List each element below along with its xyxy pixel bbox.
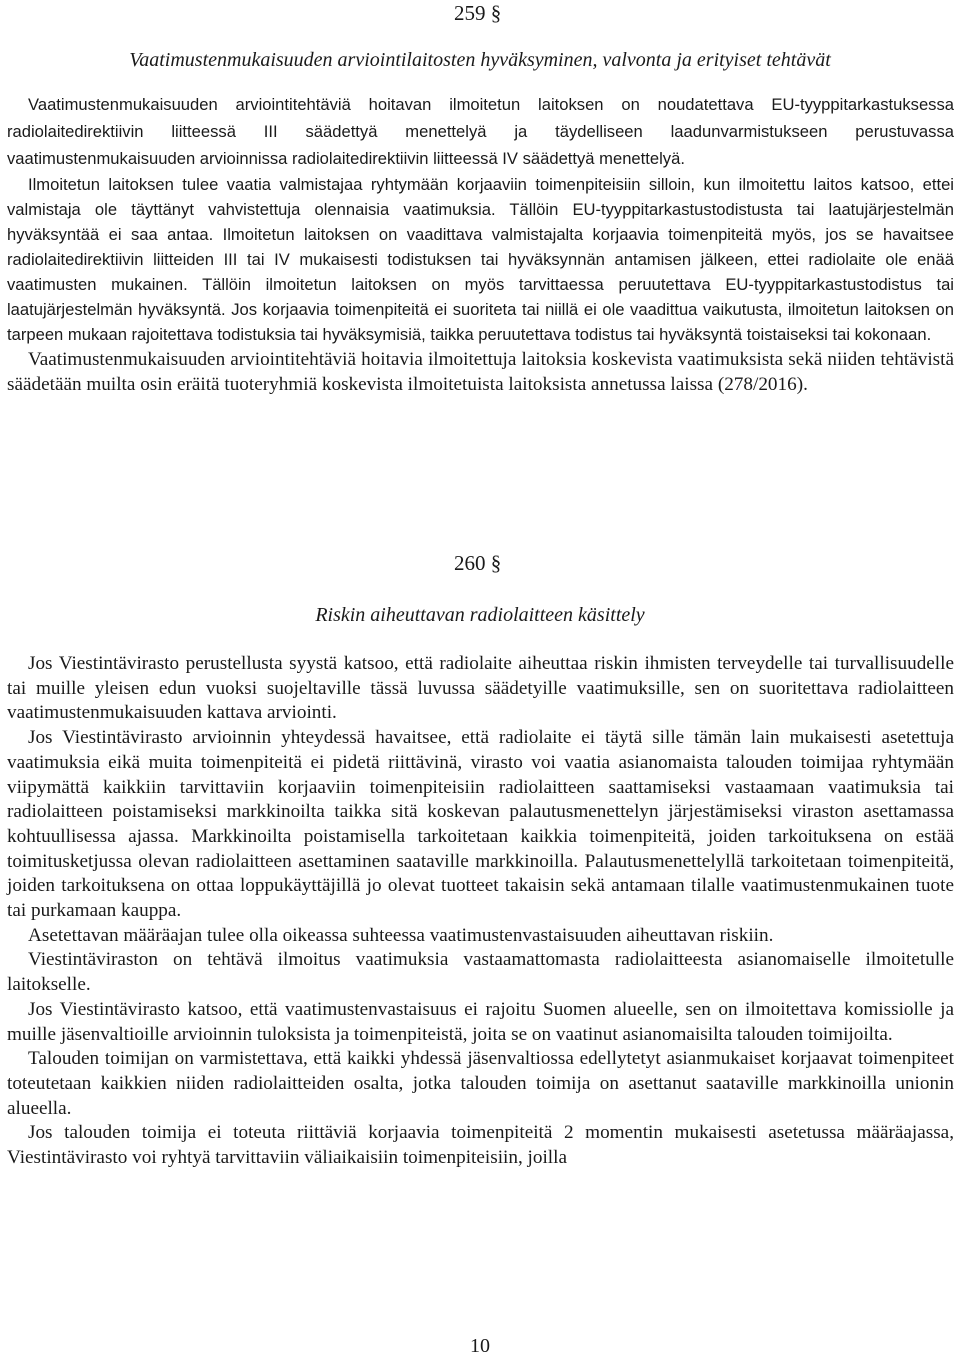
paragraph: Vaatimustenmukaisuuden arviointitehtäviä hoitavan ilmoitetun laitoksen on noudatettava EU-tyyppitarkastuksessa radiolaitedirektiivin liitteessä III säädettyä menettelyä ja täydelliseen laadunvarmistukseen perustuvassa vaatimustenmukaisuuden arvioinnissa radiolaitedirektiivin liitteessä IV säädettyä menettelyä. [7,95,954,168]
section-title: Riskin aiheuttavan radiolaitteen käsittely [315,604,645,626]
section-title: Vaatimustenmukaisuuden arviointilaitosten hyväksyminen, valvonta ja erityiset tehtävät [129,49,831,71]
paragraph: Jos Viestintävirasto perustellusta syystä katsoo, että radiolaite aiheuttaa riskin ihmisten terveydelle tai turvallisuudelle tai muille yleisen edun vuoksi suojeltaville tässä luvussa säädetyille vaatimuksille, sen on suoritettava radiolaitteen vaatimustenmukaisuuden kattava arviointi. [7,653,954,724]
paragraph: Jos talouden toimija ei toteuta riittäviä korjaavia toimenpiteitä 2 momentin mukaisesti asetetussa määräajassa, Viestintävirasto voi ryhtyä tarvittaviin väliaikaisiin toimenpiteisiin, joilla [7,1122,954,1169]
section-number: 260 § [454,551,502,575]
page-number: 10 [470,1335,490,1357]
paragraph: Talouden toimijan on varmistettava, että kaikki yhdessä jäsenvaltiossa edellytetyt asianmukaiset korjaavat toimenpiteet toteutetaan kaikkien niiden radiolaitteiden osalta, jotka talouden toimija on asettanut saataville markkinoilla unionin alueella. [7,1048,954,1119]
paragraph: Vaatimustenmukaisuuden arviointitehtäviä hoitavia ilmoitettuja laitoksia koskevista vaatimuksista sekä niiden tehtävistä säädetään muilta osin eräitä tuoteryhmiä koskevista ilmoitetuista laitoksista annetussa laissa (278/2016). [7,349,954,395]
paragraph: Viestintäviraston on tehtävä ilmoitus vaatimuksia vastaamattomasta radiolaitteesta asianomaiselle ilmoitetulle laitokselle. [7,949,954,996]
section-body [7,91,954,397]
section-body [7,652,954,1171]
section-number: 259 § [454,1,502,25]
paragraph: Jos Viestintävirasto arvioinnin yhteydessä havaitsee, että radiolaite ei täytä sille tämän lain mukaisesti asetettuja vaatimuksia eikä muita toimenpiteitä ei pidetä riittävinä, virasto voi vaatia asianomaista talouden toimijaa ryhtymään viipymättä kaikkiin tarvittaviin korjaaviin toimenpiteisiin radiolaitteen saattamiseksi vastaamaan vaatimuksia tai radiolaitteen poistamiseksi markkinoilta taikka sitä koskevan palautusmenettelyn järjestämiseksi viraston asettamassa kohtuullisessa ajassa. Markkinoilta poistamisella tarkoitetaan kaikkia toimenpiteitä, joiden tarkoituksena on estää toimitusketjussa olevan radiolaitteen asettaminen saataville markkinoilla. Palautusmenettelyllä tarkoitetaan toimenpiteitä, joiden tarkoituksena on ottaa loppukäyttäjillä jo olevat tuotteet takaisin sekä antamaan tilalle vaatimustenmukainen tuote tai purkamaan kauppa. [7,727,954,922]
paragraph: Ilmoitetun laitoksen tulee vaatia valmistajaa ryhtymään korjaaviin toimenpiteisiin silloin, kun ilmoitettu laitos katsoo, ettei valmistaja ole täyttänyt vahvistettuja olennaisia vaatimuksia. Tällöin EU-tyyppitarkastustodistusta tai laatujärjestelmän hyväksyntää ei saa antaa. Ilmoitetun laitoksen on vaadittava valmistajalta korjaavia toimenpiteitä myös, jos se havaitsee radiolaitedirektiivin liitteiden III tai IV mukaisesti todistuksen tai hyväksynnän antamisen jälkeen, ettei radiolaite ole enää vaatimusten mukainen. Tällöin ilmoitetun laitoksen on myös tarvittaessa peruutettava EU-tyyppitarkastustodistus tai laatujärjestelmän hyväksyntä. Jos korjaavia toimenpiteitä ei suoriteta tai niillä ei ole vaadittua vaikutusta, ilmoitetun laitoksen on tarpeen mukaan rajoitettava todistuksia tai hyväksymisiä, taikka peruutettava todistus tai hyväksyntä toistaiseksi tai kokonaan. [7,175,954,344]
paragraph: Asetettavan määräajan tulee olla oikeassa suhteessa vaatimustenvastaisuuden aiheuttavan riskiin. [28,924,774,946]
paragraph: Jos Viestintävirasto katsoo, että vaatimustenvastaisuus ei rajoitu Suomen alueelle, sen on ilmoitettava komissiolle ja muille jäsenvaltioille arvioinnin tuloksista ja toimenpiteistä, joita se on vaatinut asianomaisilta talouden toimijoilta. [7,998,954,1045]
